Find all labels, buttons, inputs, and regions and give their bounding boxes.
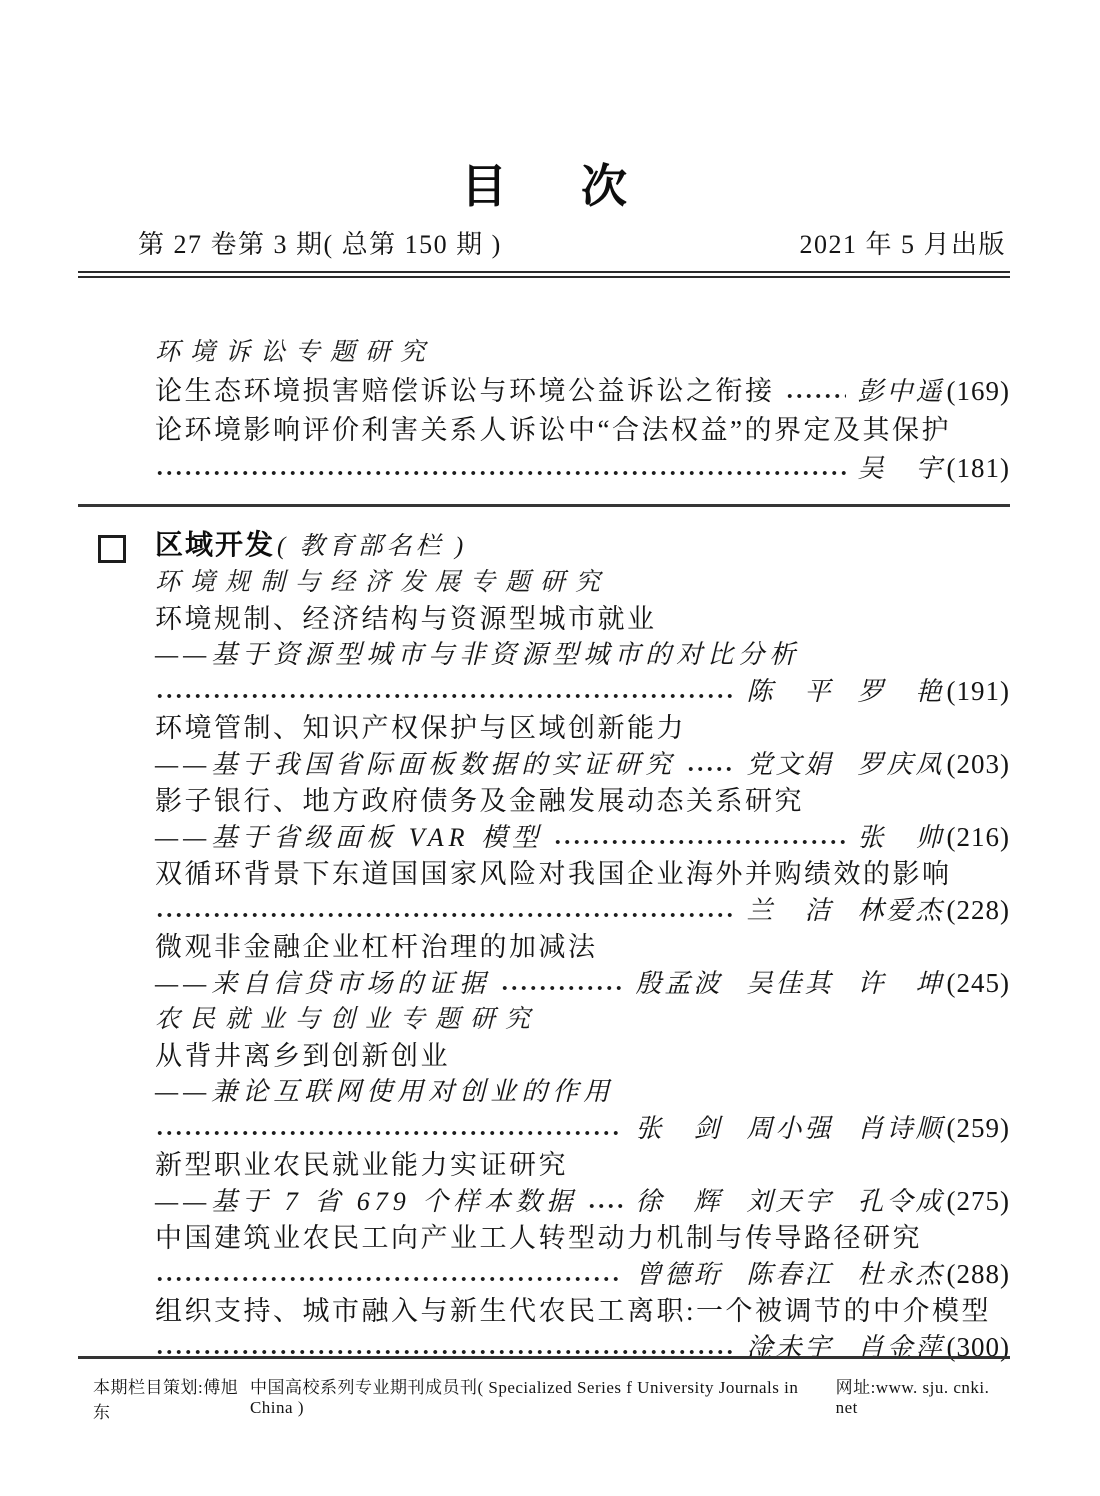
dot-leader [155,1348,734,1356]
entry-authors [746,673,1010,710]
toc-topic-line [78,565,1010,601]
dot-leader [587,1202,623,1210]
toc-entry-line [78,746,1010,783]
page-number: (245) [946,968,1010,998]
dot-leader [500,984,623,992]
entry-title-text: 影子银行、地方政府债务及金融发展动态关系研究 [155,786,804,816]
entry-title-text: 环境诉讼专题研究 [155,339,436,366]
toc-entry-line [78,1256,1010,1293]
author-name: 吴 宇 [857,454,945,483]
entry-authors [635,1110,1010,1147]
toc-entry-line [78,601,1010,637]
entry-title-text: 环境管制、知识产权保护与区域创新能力 [155,713,686,743]
section-header [78,527,1010,565]
entry-authors [858,819,1011,856]
toc-entry-line [78,637,1010,673]
entry-title-text: 论环境影响评价利害关系人诉讼中“合法权益”的界定及其保护 [155,415,951,445]
entry-title-text: 环境规制、经济结构与资源型城市就业 [155,604,657,634]
page-number: (228) [946,895,1010,925]
author-name: 殷孟波 [635,969,723,998]
toc-section-environment-litigation [78,334,1010,488]
page-number: (300) [946,1332,1010,1362]
toc-page [78,0,1010,1366]
page-number: (181) [946,453,1010,483]
toc-entry-line [78,892,1010,929]
dot-leader [155,692,734,700]
toc-entry-line [78,1220,1010,1256]
page-number: (275) [946,1186,1010,1216]
toc-topic-line [78,334,1010,372]
author-name: 张 帅 [857,823,945,852]
author-name: 徐 辉 [635,1187,723,1216]
toc-entry-line [78,673,1010,710]
author-name: 曾德珩 [635,1260,723,1289]
author-name: 陈春江 [746,1260,834,1289]
entry-title-text: 组织支持、城市融入与新生代农民工离职:一个被调节的中介模型 [155,1296,992,1326]
toc-entry-line [78,710,1010,746]
dot-leader [155,469,846,477]
entry-title-text: ——基于省级面板 VAR 模型 [155,823,543,852]
toc-section-regional-development [78,527,1010,1366]
entry-title-text: 中国建筑业农民工向产业工人转型动力机制与传导路径研究 [155,1223,922,1253]
entry-title-text: ——基于 7 省 679 个样本数据 [155,1187,578,1216]
page-number: (216) [946,822,1010,852]
page-title: 目 次 [461,161,641,212]
section-marker-square-icon [98,535,126,563]
author-name: 党文娟 [746,750,834,779]
dot-leader [155,911,734,919]
entry-title-text: 环境规制与经济发展专题研究 [155,569,611,596]
toc-entry-line [78,965,1010,1002]
author-name: 罗 艳 [857,677,945,706]
entry-title-text: 从背井离乡到创新创业 [155,1041,450,1071]
author-name: 肖金萍 [857,1333,945,1362]
publish-date: 2021 年 5 月出版 [799,230,1006,259]
footer-text-row [78,1373,1010,1423]
toc-entry-line [78,1110,1010,1147]
toc-entry-line [78,411,1010,449]
author-name: 林爱杰 [857,896,945,925]
toc-entry-line [78,1183,1010,1220]
footer-series-note: 中国高校系列专业期刊成员刊( Specialized Series f University Journals in China ) [249,1378,799,1417]
page-number: (169) [946,376,1010,406]
dot-leader [785,392,846,400]
section-note: ( 教育部名栏 ) [277,533,468,560]
toc-entry-line [78,372,1010,411]
entry-title-text: 微观非金融企业杠杆治理的加减法 [155,932,598,962]
toc-entry-line [78,929,1010,965]
toc-entry-line [78,1074,1010,1110]
entry-authors [746,746,1010,783]
entry-authors [746,892,1010,929]
author-name: 罗庆凤 [857,750,945,779]
dot-leader [553,838,846,846]
author-name: 孔令成 [857,1187,945,1216]
author-name: 肖诗顺 [857,1114,945,1143]
page-number: (259) [946,1113,1010,1143]
page-number: (191) [946,676,1010,706]
issue-info-row [78,224,1010,261]
issue-number: 第 27 卷第 3 期( 总第 150 期 ) [138,230,502,259]
entry-title-text: 农民就业与创业专题研究 [155,1006,541,1033]
page-footer [78,1356,1010,1423]
footer-rule [78,1356,1010,1359]
section-title: 区域开发 [155,529,276,560]
entry-title-text: ——基于资源型城市与非资源型城市的对比分析 [155,640,801,669]
author-name: 周小强 [746,1114,834,1143]
toc-entry-line [78,1038,1010,1074]
entry-title-text: 论生态环境损害赔偿诉讼与环境公益诉讼之衔接 [155,376,775,406]
author-name: 杜永杰 [857,1260,945,1289]
entry-authors [858,449,1011,488]
footer-website: 网址:www. sju. cnki. net [835,1378,990,1417]
author-name: 许 坤 [857,969,945,998]
page-number: (288) [946,1259,1010,1289]
dot-leader [155,1275,623,1283]
entry-title-text: 双循环背景下东道国国家风险对我国企业海外并购绩效的影响 [155,859,952,889]
footer-planner: 本期栏目策划:傅旭东 [93,1378,239,1422]
toc-entry-line [78,449,1010,488]
toc-entry-line [78,856,1010,892]
entry-title-text: ——基于我国省际面板数据的实证研究 [155,750,677,779]
section-divider-rule [78,504,1010,507]
entry-authors [635,1183,1010,1220]
entry-authors [635,1256,1010,1293]
author-name: 淦未宇 [746,1333,834,1362]
dot-leader [155,1129,623,1137]
entry-title-text: 新型职业农民就业能力实证研究 [155,1150,568,1180]
dot-leader [686,765,734,773]
author-name: 刘天宇 [746,1187,834,1216]
author-name: 彭中遥 [857,377,945,406]
entry-authors [858,372,1011,411]
entry-authors [635,965,1010,1002]
page-number: (203) [946,749,1010,779]
entry-title-text: ——兼论互联网使用对创业的作用 [155,1077,615,1106]
author-name: 兰 洁 [746,896,834,925]
toc-entry-line [78,1147,1010,1183]
author-name: 陈 平 [746,677,834,706]
toc-topic-line [78,1002,1010,1038]
entry-title-text: ——来自信贷市场的证据 [155,969,491,998]
toc-entry-line [78,1293,1010,1329]
toc-entry-line [78,783,1010,819]
toc-entry-line [78,819,1010,856]
header-double-rule [78,271,1010,278]
author-name: 吴佳其 [746,969,834,998]
author-name: 张 剑 [635,1114,723,1143]
